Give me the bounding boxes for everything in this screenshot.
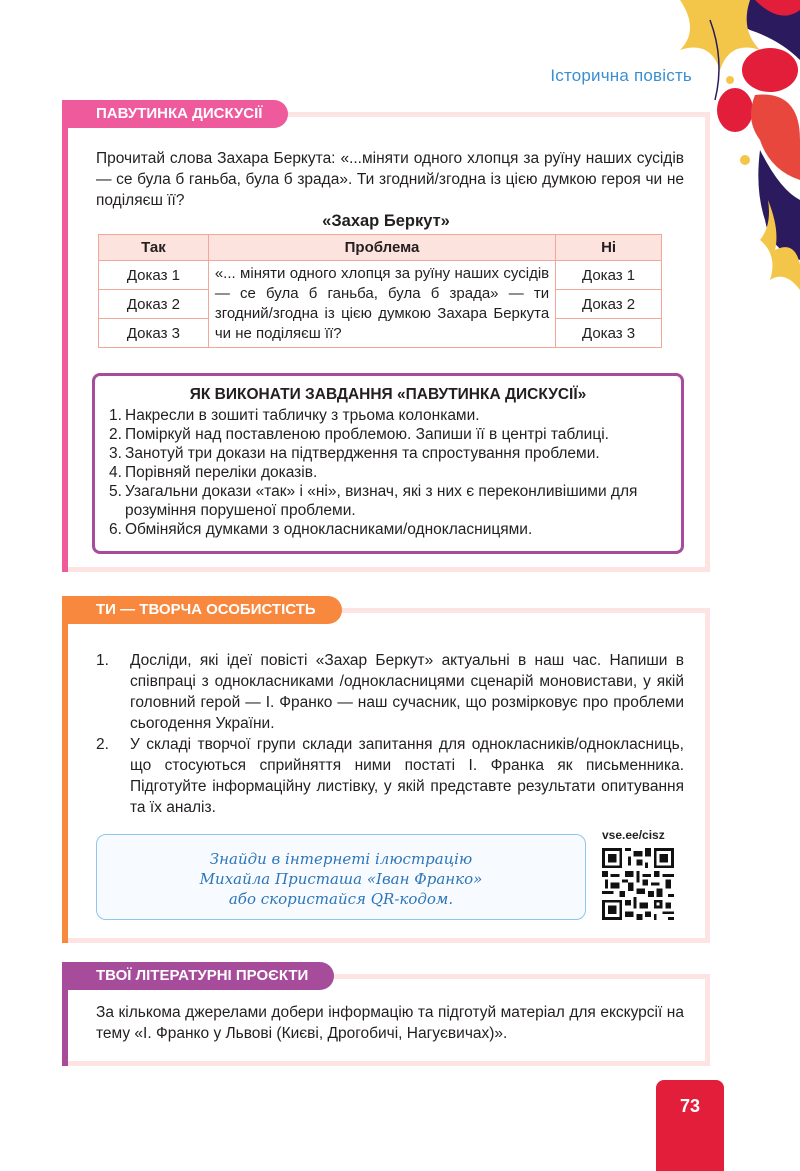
qr-code-icon[interactable]	[602, 848, 674, 920]
column-header-problem: Проблема	[208, 235, 555, 261]
section-sidebar	[62, 596, 68, 943]
howto-box	[92, 373, 684, 554]
no-proof-cell: Доказ 2	[556, 290, 662, 319]
task-text: У складі творчої групи склади запитання для однокласників/однокласниць, що стосуються сприйняття ними постаті І. Франка як письменника. Підготуйте інформаційну листівку, у якій представте результати опитування та їх аналіз.	[130, 736, 684, 816]
list-item	[109, 425, 667, 444]
task-number: 2.	[96, 736, 109, 753]
list-item	[109, 520, 667, 539]
list-item	[109, 444, 667, 463]
howto-steps	[109, 406, 667, 539]
step-number: 5.	[109, 483, 122, 500]
problem-cell: «... міняти одного хлопця за руїну наших сусідів — се була б ганьба, була б зрада» — ти згодний/згодна із цією думкою Захара Беркута чи не поділяєш її?	[208, 261, 555, 348]
find-illustration-box	[96, 834, 586, 920]
no-proof-cell: Доказ 1	[556, 261, 662, 290]
list-item	[109, 482, 667, 520]
discussion-intro: Прочитай слова Захара Беркута: «...міняти одного хлопця за руїну наших сусідів — се була б ганьба, була б зрада». Ти згодний/згодна із цією думкою героя чи не поділяєш її?	[96, 150, 684, 209]
task-number: 1.	[96, 652, 109, 669]
yes-proof-cell: Доказ 3	[99, 319, 209, 348]
running-head: Історична повість	[550, 66, 692, 85]
task-text: Досліди, які ідеї повісті «Захар Беркут» актуальні в наш час. Напиши в співпраці з однокласниками /однокласницями сценарій моновистави, у якій головний герой — І. Франко — наш сучасник, що розмірковує про проблеми сьогодення України.	[130, 652, 684, 732]
step-number: 4.	[109, 464, 122, 481]
step-text: Занотуй три докази на підтвердження та спростування проблеми.	[125, 445, 600, 462]
page-number: 73	[656, 1080, 724, 1171]
step-number: 3.	[109, 445, 122, 462]
column-header-yes: Так	[99, 235, 209, 261]
discussion-web-section	[62, 100, 710, 572]
literary-projects-tab: ТВОЇ ЛІТЕРАТУРНІ ПРОЄКТИ	[62, 962, 334, 990]
list-item	[109, 463, 667, 482]
step-text: Узагальни докази «так» і «ні», визнач, які з них є переконливішими для розуміння порушеної проблеми.	[125, 483, 638, 519]
yes-proof-cell: Доказ 1	[99, 261, 209, 290]
table-row	[99, 261, 662, 290]
list-item	[109, 406, 667, 425]
table-header-row	[99, 235, 662, 261]
step-text: Порівняй переліки доказів.	[125, 464, 318, 481]
step-text: Обміняйся думками з однокласниками/однокласницями.	[125, 521, 533, 538]
step-number: 6.	[109, 521, 122, 538]
creative-personality-tab: ТИ — ТВОРЧА ОСОБИСТІСТЬ	[62, 596, 342, 624]
section-sidebar	[62, 100, 68, 572]
step-text: Поміркуй над поставленою проблемою. Запиши її в центрі таблиці.	[125, 426, 609, 443]
yes-proof-cell: Доказ 2	[99, 290, 209, 319]
step-number: 2.	[109, 426, 122, 443]
list-item	[96, 650, 684, 734]
creative-tasks	[96, 650, 684, 818]
list-item	[96, 734, 684, 818]
discussion-web-tab: ПАВУТИНКА ДИСКУСІЇ	[62, 100, 288, 128]
table-title: «Захар Беркут»	[322, 212, 450, 230]
creative-personality-section	[62, 596, 710, 943]
discussion-table	[98, 234, 662, 348]
no-proof-cell: Доказ 3	[556, 319, 662, 348]
qr-link-label[interactable]: vse.ee/cisz	[602, 828, 665, 842]
step-text: Накресли в зошиті табличку з трьома колонками.	[125, 407, 480, 424]
find-line-2: Михайла Присташа «Іван Франко»	[199, 870, 483, 888]
column-header-no: Ні	[556, 235, 662, 261]
literary-projects-section	[62, 962, 710, 1066]
find-line-3: або скористайся QR-кодом.	[228, 890, 454, 908]
literary-projects-text: За кількома джерелами добери інформацію та підготуй матеріал для екскурсії на тему «І. Франко у Львові (Києві, Дрогобичі, Нагуєвичах)».	[96, 1004, 684, 1042]
step-number: 1.	[109, 407, 122, 424]
find-line-1: Знайди в інтернеті ілюстрацію	[209, 850, 473, 868]
find-illustration-text	[97, 849, 585, 909]
howto-title: ЯК ВИКОНАТИ ЗАВДАННЯ «ПАВУТИНКА ДИСКУСІЇ»	[189, 386, 587, 403]
